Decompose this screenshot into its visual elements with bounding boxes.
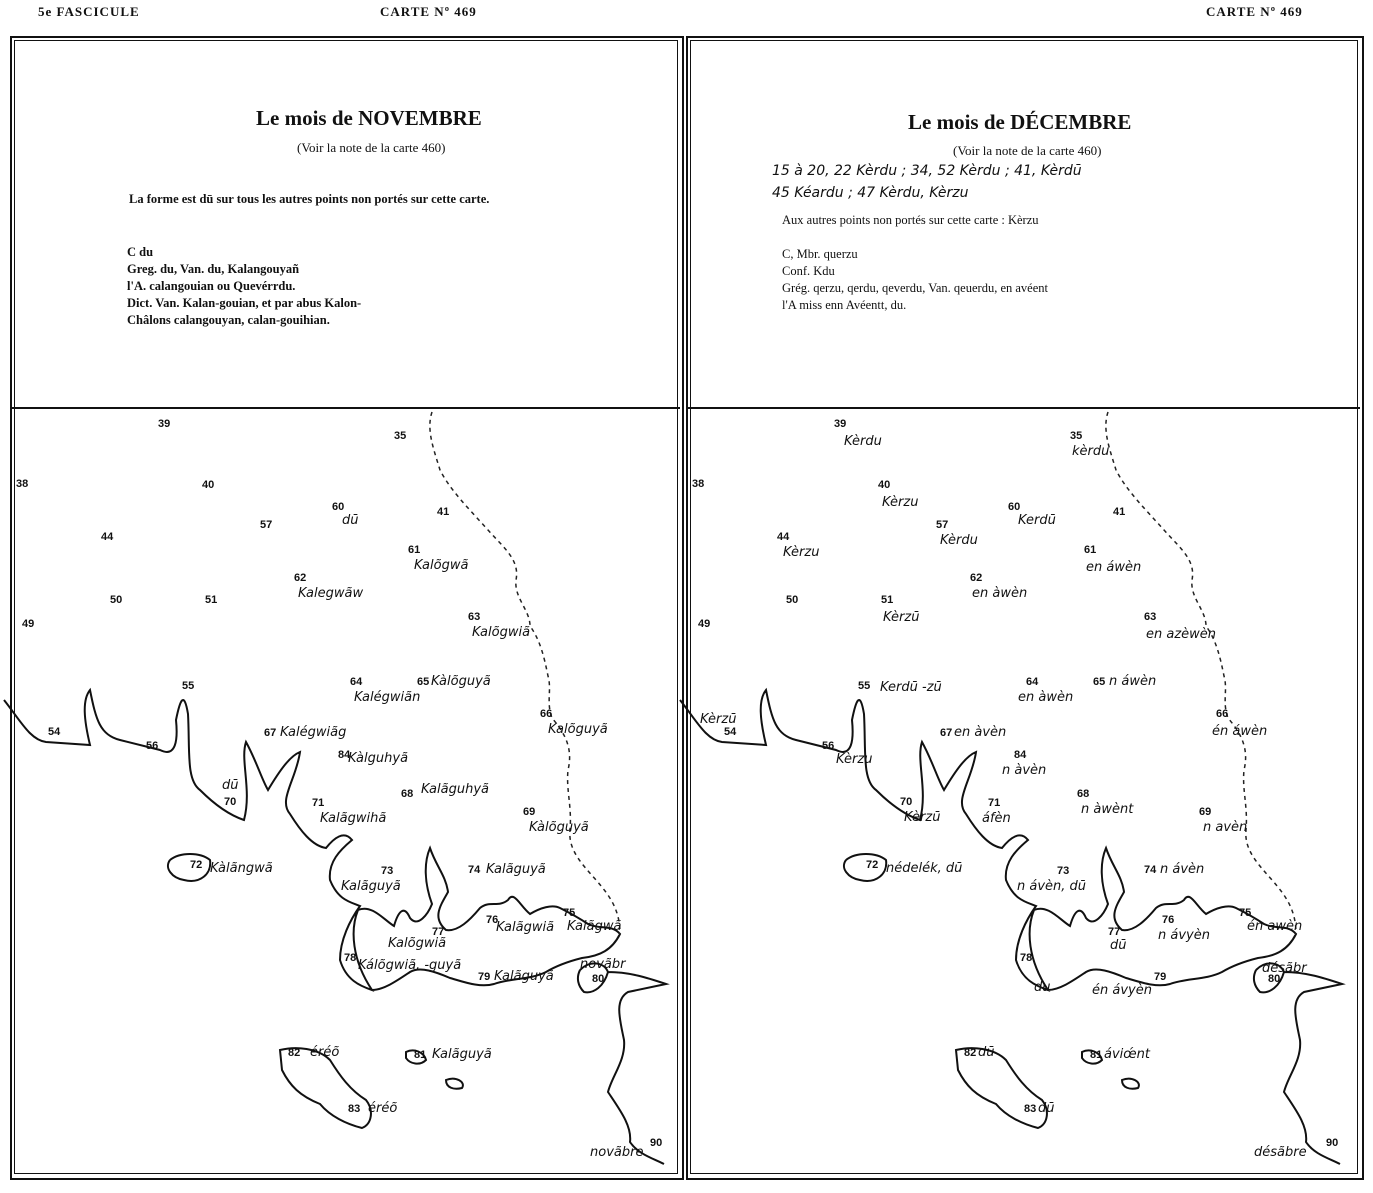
decembre-form-51: Kèrzū	[883, 610, 920, 625]
novembre-point-56: 56	[146, 740, 159, 752]
decembre-form-39: Kèrdu	[844, 434, 882, 449]
decembre-form-73: n ávèn, dū	[1017, 879, 1087, 894]
novembre-point-57: 57	[260, 519, 273, 531]
novembre-point-49: 49	[22, 618, 35, 630]
decembre-point-57: 57	[936, 519, 949, 531]
decembre-point-65: 65	[1093, 676, 1106, 688]
map-decembre	[680, 412, 1342, 1164]
novembre-form-64: Kalégwiãn	[354, 690, 421, 705]
decembre-form-81: áviœ́nt	[1104, 1047, 1150, 1062]
decembre-point-90: 90	[1326, 1137, 1339, 1149]
novembre-point-67: 67	[264, 727, 277, 739]
novembre-point-73: 73	[381, 865, 394, 877]
novembre-point-61: 61	[408, 544, 421, 556]
decembre-form-69: n avèn	[1203, 820, 1248, 835]
decembre-point-50: 50	[786, 594, 799, 606]
decembre-form-57: Kèrdu	[940, 533, 978, 548]
novembre-point-71: 71	[312, 797, 325, 809]
decembre-point-56: 56	[822, 740, 835, 752]
decembre-point-80: 80	[1268, 973, 1281, 985]
novembre-point-55: 55	[182, 680, 195, 692]
novembre-point-63: 63	[468, 611, 481, 623]
novembre-form-90: novãbre	[590, 1145, 644, 1160]
novembre-point-77: 77	[432, 926, 445, 938]
decembre-form-44: Kèrzu	[783, 545, 820, 560]
decembre-form-61: en áwèn	[1086, 560, 1142, 575]
decembre-source-1: C, Mbr. querzu	[782, 247, 858, 261]
map-novembre	[4, 412, 666, 1164]
novembre-form-76: Kalãgwiã	[496, 920, 555, 935]
novembre-source-3: l'A. calangouian ou Quevérrdu.	[127, 279, 296, 293]
decembre-form-84: n àvèn	[1002, 763, 1047, 778]
novembre-point-39: 39	[158, 418, 171, 430]
decembre-statement: Aux autres points non portés sur cette carte : Kèrzu	[782, 213, 1039, 227]
novembre-source-4: Dict. Van. Kalan-gouian, et par abus Kalon-	[127, 296, 362, 310]
novembre-form-80: novãbr	[580, 957, 626, 972]
novembre-form-79: Kalãguyã	[494, 969, 554, 984]
decembre-point-76: 76	[1162, 914, 1175, 926]
novembre-form-69: Kàlõguyã	[529, 820, 589, 835]
decembre-point-64: 64	[1026, 676, 1039, 688]
novembre-form-63: Kalõgwiã	[472, 625, 531, 640]
decembre-point-71: 71	[988, 797, 1001, 809]
decembre-form-66: én áwèn	[1212, 724, 1268, 739]
decembre-form-83: dū	[1038, 1101, 1055, 1116]
decembre-form-68: n àwènt	[1081, 802, 1134, 817]
decembre-point-41: 41	[1113, 506, 1126, 518]
decembre-point-55: 55	[858, 680, 871, 692]
decembre-point-62: 62	[970, 572, 983, 584]
decembre-point-61: 61	[1084, 544, 1097, 556]
novembre-point-35: 35	[394, 430, 407, 442]
decembre-point-77: 77	[1108, 926, 1121, 938]
novembre-point-79: 79	[478, 971, 491, 983]
novembre-form-72: Kàlãngwã	[210, 861, 273, 876]
novembre-point-44: 44	[101, 531, 114, 543]
decembre-note: (Voir la note de la carte 460)	[953, 143, 1102, 158]
novembre-form-75: Kalãgwã	[567, 919, 622, 934]
novembre-point-74: 74	[468, 864, 481, 876]
novembre-form-62: Kalegwãw	[298, 586, 364, 601]
novembre-form-71: Kalãgwihã	[320, 811, 387, 826]
map-number-left: CARTE Nº 469	[380, 4, 477, 19]
decembre-form-77: dū	[1110, 938, 1127, 953]
decembre-point-78: 78	[1020, 952, 1033, 964]
novembre-point-81: 81	[414, 1049, 427, 1061]
decembre-point-68: 68	[1077, 788, 1090, 800]
novembre-title: Le mois de NOVEMBRE	[256, 106, 482, 130]
decembre-point-72: 72	[866, 859, 879, 871]
novembre-point-69: 69	[523, 806, 536, 818]
decembre-point-70: 70	[900, 796, 913, 808]
novembre-point-84: 84	[338, 749, 351, 761]
decembre-source-3: Grég. qerzu, qerdu, qeverdu, Van. qeuerdu, en avéent	[782, 281, 1048, 295]
novembre-point-54: 54	[48, 726, 61, 738]
decembre-point-82: 82	[964, 1047, 977, 1059]
decembre-point-75: 75	[1239, 907, 1252, 919]
novembre-point-68: 68	[401, 788, 414, 800]
decembre-form-56: Kèrzu	[836, 752, 873, 767]
novembre-point-50: 50	[110, 594, 123, 606]
decembre-form-90: désãbre	[1254, 1145, 1307, 1160]
decembre-point-39: 39	[834, 418, 847, 430]
novembre-form-60: dū	[342, 513, 359, 528]
decembre-form-54: Kèrzū	[700, 712, 737, 727]
decembre-source-4: l'A miss enn Avéentt, du.	[782, 298, 907, 312]
decembre-point-73: 73	[1057, 865, 1070, 877]
novembre-form-84: Kàlguhyã	[348, 751, 409, 766]
novembre-form-78: Kálõgwiã, -guyã	[358, 958, 462, 973]
novembre-point-40: 40	[202, 479, 215, 491]
decembre-title: Le mois de DÉCEMBRE	[908, 110, 1132, 134]
novembre-form-83: éréõ	[368, 1101, 398, 1116]
novembre-form-68: Kalãguhyã	[421, 782, 489, 797]
decembre-dialect-boundary	[1106, 412, 1296, 934]
decembre-point-35: 35	[1070, 430, 1083, 442]
decembre-point-81: 81	[1090, 1049, 1103, 1061]
decembre-handwritten-2: 45 Kéardu ; 47 Kèrdu, Kèrzu	[772, 185, 969, 201]
decembre-form-72: nédelék, dū	[886, 861, 963, 876]
novembre-point-75: 75	[563, 907, 576, 919]
decembre-point-83: 83	[1024, 1103, 1037, 1115]
decembre-form-78: du	[1034, 980, 1051, 995]
decembre-form-70: Kèrzū	[904, 810, 941, 825]
novembre-point-90: 90	[650, 1137, 663, 1149]
decembre-form-79: én ávyèn	[1092, 983, 1152, 998]
decembre-point-54: 54	[724, 726, 737, 738]
novembre-point-76: 76	[486, 914, 499, 926]
decembre-point-69: 69	[1199, 806, 1212, 818]
decembre-form-75: én awèn	[1247, 919, 1303, 934]
decembre-point-67: 67	[940, 727, 953, 739]
novembre-point-38: 38	[16, 478, 29, 490]
novembre-form-82: éréõ	[310, 1045, 340, 1060]
decembre-point-63: 63	[1144, 611, 1157, 623]
novembre-point-51: 51	[205, 594, 218, 606]
novembre-form-67: Kalégwiãg	[280, 725, 347, 740]
novembre-point-72: 72	[190, 859, 203, 871]
decembre-form-67: en àvèn	[954, 725, 1007, 740]
novembre-note: (Voir la note de la carte 460)	[297, 140, 446, 155]
novembre-point-41: 41	[437, 506, 450, 518]
novembre-point-60: 60	[332, 501, 345, 513]
decembre-point-84: 84	[1014, 749, 1027, 761]
novembre-source-5: Châlons calangouyan, calan-gouihian.	[127, 313, 330, 327]
decembre-point-49: 49	[698, 618, 711, 630]
novembre-point-62: 62	[294, 572, 307, 584]
decembre-point-79: 79	[1154, 971, 1167, 983]
novembre-source-2: Greg. du, Van. du, Kalangouyañ	[127, 262, 300, 276]
novembre-dialect-boundary	[430, 412, 620, 934]
decembre-form-60: Kerdū	[1018, 513, 1056, 528]
decembre-coastline	[680, 690, 1342, 1164]
decembre-form-76: n ávyèn	[1158, 928, 1210, 943]
novembre-form-77: Kalõgwiã	[388, 936, 447, 951]
novembre-form-81: Kalãguyã	[432, 1047, 492, 1062]
decembre-form-74: n ávèn	[1160, 862, 1205, 877]
decembre-point-60: 60	[1008, 501, 1021, 513]
decembre-source-2: Conf. Kdu	[782, 264, 835, 278]
novembre-form-73: Kalãguyã	[341, 879, 401, 894]
decembre-form-55: Kerdū -zū	[880, 680, 942, 695]
decembre-form-35: kèrdu	[1072, 444, 1110, 459]
decembre-form-82: dū	[978, 1045, 995, 1060]
decembre-handwritten-1: 15 à 20, 22 Kèrdu ; 34, 52 Kèrdu ; 41, Kèrdū	[772, 163, 1082, 179]
decembre-point-44: 44	[777, 531, 790, 543]
decembre-form-71: áfèn	[982, 811, 1011, 826]
novembre-form-70: dū	[222, 778, 239, 793]
decembre-point-51: 51	[881, 594, 894, 606]
novembre-point-65: 65	[417, 676, 430, 688]
novembre-point-78: 78	[344, 952, 357, 964]
decembre-point-66: 66	[1216, 708, 1229, 720]
novembre-point-64: 64	[350, 676, 363, 688]
decembre-form-65: n áwèn	[1109, 674, 1157, 689]
novembre-point-66: 66	[540, 708, 553, 720]
novembre-form-65: Kàlõguyã	[431, 674, 491, 689]
decembre-form-40: Kèrzu	[882, 495, 919, 510]
novembre-form-74: Kalãguyã	[486, 862, 546, 877]
decembre-point-74: 74	[1144, 864, 1157, 876]
novembre-statement: La forme est dū sur tous les autres points non portés sur cette carte.	[129, 192, 490, 206]
novembre-source-1: C du	[127, 245, 154, 259]
fascicule-label: 5e FASCICULE	[38, 4, 140, 19]
decembre-form-62: en àwèn	[972, 586, 1028, 601]
novembre-point-83: 83	[348, 1103, 361, 1115]
novembre-point-80: 80	[592, 973, 605, 985]
decembre-form-64: en àwèn	[1018, 690, 1074, 705]
decembre-point-38: 38	[692, 478, 705, 490]
novembre-form-61: Kalõgwã	[414, 558, 469, 573]
novembre-form-66: Kalõguyã	[548, 722, 608, 737]
novembre-point-82: 82	[288, 1047, 301, 1059]
decembre-form-80: désãbr	[1262, 961, 1307, 976]
decembre-point-40: 40	[878, 479, 891, 491]
novembre-point-70: 70	[224, 796, 237, 808]
map-number-right: CARTE Nº 469	[1206, 4, 1303, 19]
decembre-form-63: en azèwèn	[1146, 627, 1217, 642]
